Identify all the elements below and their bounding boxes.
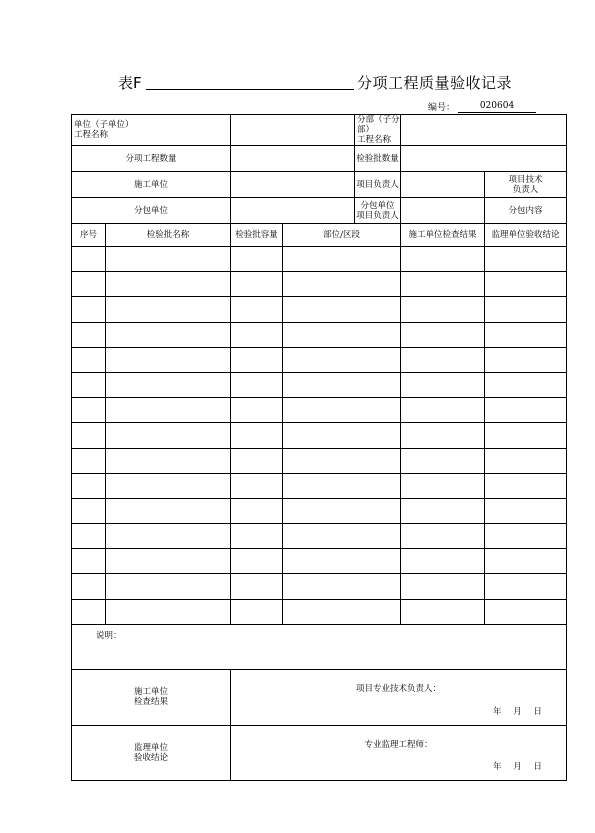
cell-capacity[interactable] [231,574,283,599]
cell-contractor-check[interactable] [401,473,485,498]
cell-location[interactable] [283,524,401,549]
supervisor-sign-row [72,725,567,780]
cell-seq[interactable] [72,398,106,423]
doc-code-label: 编号： [428,103,456,113]
table-row [72,423,567,448]
contractor-section-label: 施工单位 检查结果 [72,669,231,725]
data-rows [72,247,567,625]
cell-location[interactable] [283,599,401,624]
table-row [72,448,567,473]
cell-contractor-check[interactable] [401,398,485,423]
unit-label: 单位（子单位） 工程名称 [72,115,231,146]
col-seq: 序号 [72,224,106,247]
table-row [72,599,567,624]
cell-seq[interactable] [72,297,106,322]
cell-batch-name[interactable] [106,398,231,423]
unit-value[interactable] [231,115,355,146]
cell-supervisor-conclusion[interactable] [485,272,567,297]
cell-supervisor-conclusion[interactable] [485,423,567,448]
cell-supervisor-conclusion[interactable] [485,247,567,272]
cell-capacity[interactable] [231,599,283,624]
cell-capacity[interactable] [231,322,283,347]
cell-seq[interactable] [72,423,106,448]
note-row [72,624,567,669]
cell-batch-name[interactable] [106,297,231,322]
table-row [72,473,567,498]
cell-seq[interactable] [72,549,106,574]
cell-capacity[interactable] [231,498,283,523]
cell-location[interactable] [283,498,401,523]
cell-location[interactable] [283,448,401,473]
cell-batch-name[interactable] [106,549,231,574]
subcontractor-value[interactable] [231,198,355,224]
cell-batch-name[interactable] [106,599,231,624]
cell-location[interactable] [283,574,401,599]
supervisor-date: 年 月 日 [493,761,542,772]
cell-location[interactable] [283,247,401,272]
tech-lead-label: 项目技术 负责人 [485,172,567,198]
cell-seq[interactable] [72,473,106,498]
cell-seq[interactable] [72,524,106,549]
cell-location[interactable] [283,322,401,347]
batch-count-label: 检验批数量 [355,146,401,172]
cell-supervisor-conclusion[interactable] [485,448,567,473]
title-main: 分项工程质量验收记录 [357,74,513,92]
cell-batch-name[interactable] [106,574,231,599]
cell-batch-name[interactable] [106,272,231,297]
cell-supervisor-conclusion[interactable] [485,549,567,574]
header-row-3 [72,172,567,198]
cell-contractor-check[interactable] [401,297,485,322]
cell-contractor-check[interactable] [401,372,485,397]
table-row [72,322,567,347]
col-capacity: 检验批容量 [231,224,283,247]
batch-count-value[interactable] [401,146,567,172]
record-table [71,114,567,781]
cell-batch-name[interactable] [106,524,231,549]
col-contractor-check: 施工单位检查结果 [401,224,485,247]
item-count-value[interactable] [231,146,355,172]
cell-batch-name[interactable] [106,473,231,498]
form-title [0,72,595,94]
table-row [72,524,567,549]
cell-batch-name[interactable] [106,247,231,272]
cell-batch-name[interactable] [106,423,231,448]
col-supervisor-conclusion: 监理单位验收结论 [485,224,567,247]
header-row-1 [72,115,567,146]
cell-seq[interactable] [72,322,106,347]
cell-supervisor-conclusion[interactable] [485,473,567,498]
cell-batch-name[interactable] [106,372,231,397]
cell-location[interactable] [283,398,401,423]
cell-seq[interactable] [72,272,106,297]
cell-capacity[interactable] [231,398,283,423]
cell-location[interactable] [283,272,401,297]
cell-contractor-check[interactable] [401,322,485,347]
cell-seq[interactable] [72,347,106,372]
col-batch-name: 检验批名称 [106,224,231,247]
cell-contractor-check[interactable] [401,549,485,574]
table-row [72,372,567,397]
cell-location[interactable] [283,473,401,498]
supervisor-signer-label: 专业监理工程师： [364,739,433,750]
cell-capacity[interactable] [231,473,283,498]
cell-seq[interactable] [72,247,106,272]
cell-location[interactable] [283,297,401,322]
cell-supervisor-conclusion[interactable] [485,372,567,397]
cell-batch-name[interactable] [106,322,231,347]
cell-seq[interactable] [72,574,106,599]
cell-batch-name[interactable] [106,347,231,372]
table-row [72,297,567,322]
contractor-sign-row [72,669,567,725]
header-row-4 [72,198,567,224]
cell-capacity[interactable] [231,448,283,473]
sub-pm-value[interactable] [401,198,485,224]
project-name-blank[interactable] [146,89,354,90]
cell-supervisor-conclusion[interactable] [485,297,567,322]
note-cell[interactable] [72,624,567,669]
table-row [72,272,567,297]
supervisor-sign-cell[interactable] [231,725,567,780]
cell-contractor-check[interactable] [401,272,485,297]
title-prefix: 表F [118,74,142,92]
cell-contractor-check[interactable] [401,423,485,448]
cell-seq[interactable] [72,372,106,397]
supervisor-section-label: 监理单位 验收结论 [72,725,231,780]
pm-label: 项目负责人 [355,172,401,198]
cell-capacity[interactable] [231,524,283,549]
column-header-row [72,224,567,247]
cell-seq[interactable] [72,599,106,624]
contractor-label: 施工单位 [72,172,231,198]
cell-capacity[interactable] [231,347,283,372]
table-row [72,574,567,599]
cell-seq[interactable] [72,498,106,523]
cell-supervisor-conclusion[interactable] [485,498,567,523]
cell-capacity[interactable] [231,247,283,272]
cell-capacity[interactable] [231,372,283,397]
cell-supervisor-conclusion[interactable] [485,524,567,549]
cell-seq[interactable] [72,448,106,473]
subcontractor-label: 分包单位 [72,198,231,224]
table-row [72,549,567,574]
doc-code-value: 020604 [458,100,536,113]
cell-batch-name[interactable] [106,498,231,523]
cell-capacity[interactable] [231,549,283,574]
cell-supervisor-conclusion[interactable] [485,599,567,624]
pm-value[interactable] [401,172,485,198]
contractor-signer-label: 项目专业技术负责人： [356,683,442,694]
table-row [72,247,567,272]
table-row [72,347,567,372]
cell-contractor-check[interactable] [401,448,485,473]
item-count-label: 分项工程数量 [72,146,231,172]
cell-location[interactable] [283,423,401,448]
cell-contractor-check[interactable] [401,599,485,624]
table-row [72,398,567,423]
cell-capacity[interactable] [231,272,283,297]
contractor-sign-cell[interactable] [231,669,567,725]
cell-contractor-check[interactable] [401,498,485,523]
cell-capacity[interactable] [231,297,283,322]
table-row [72,498,567,523]
contractor-value[interactable] [231,172,355,198]
cell-capacity[interactable] [231,423,283,448]
sub-content-label: 分包内容 [485,198,567,224]
note-label: 说明： [96,630,122,641]
cell-location[interactable] [283,347,401,372]
col-location: 部位/区段 [283,224,401,247]
cell-contractor-check[interactable] [401,247,485,272]
cell-location[interactable] [283,549,401,574]
sub-value[interactable] [401,115,567,146]
sub-label: 分部（子分部） 工程名称 [355,115,401,146]
cell-supervisor-conclusion[interactable] [485,322,567,347]
cell-contractor-check[interactable] [401,574,485,599]
cell-supervisor-conclusion[interactable] [485,347,567,372]
contractor-date: 年 月 日 [493,706,542,717]
cell-contractor-check[interactable] [401,524,485,549]
header-row-2 [72,146,567,172]
cell-supervisor-conclusion[interactable] [485,574,567,599]
cell-location[interactable] [283,372,401,397]
cell-contractor-check[interactable] [401,347,485,372]
cell-batch-name[interactable] [106,448,231,473]
sub-pm-label: 分包单位 项目负责人 [355,198,401,224]
cell-supervisor-conclusion[interactable] [485,398,567,423]
